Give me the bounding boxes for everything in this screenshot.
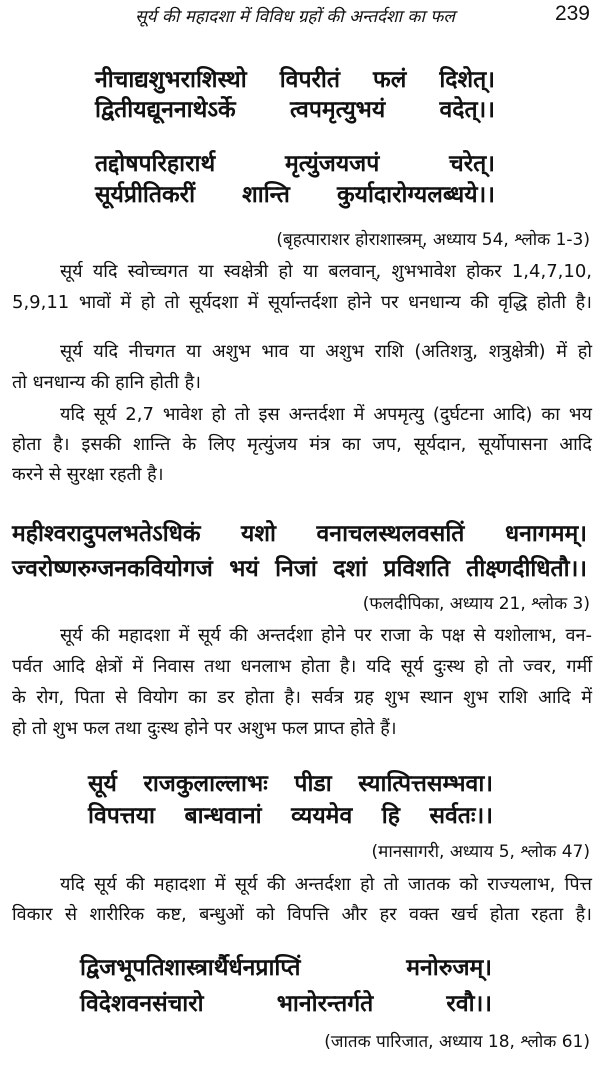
verse-line: द्विजभूपतिशास्त्रार्थैर्धनप्राप्तिं मनोरुजम्।	[80, 955, 492, 981]
paragraph-line: 5,9,11 भावों में हो तो सूर्यदशा में सूर्यान्तर्दशा होने पर धनधान्य की वृद्धि होती है।	[12, 292, 592, 313]
verse-line: तद्दोषपरिहारार्थ मृत्युंजयजपं चरेत्।	[95, 151, 495, 177]
paragraph-line: यदि सूर्य की महादशा में सूर्य की अन्तर्दशा हो तो जातक को राज्यलाभ, पित्त	[60, 874, 592, 895]
running-title: सूर्य की महादशा में विविध ग्रहों की अन्तर्दशा का फल	[135, 7, 455, 27]
paragraph-line: हो तो शुभ फल तथा दुःस्थ होने पर अशुभ फल प्राप्त होते हैं।	[12, 718, 397, 739]
paragraph-line: यदि सूर्य 2,7 भावेश हो तो इस अन्तर्दशा में अपमृत्यु (दुर्घटना आदि) का भय	[60, 404, 592, 425]
verse-line: द्वितीयद्यूननाथेऽर्के त्वपमृत्युभयं वदेत्।।	[95, 97, 495, 123]
paragraph-line: के रोग, पिता से वियोग का डर होता है। सर्वत्र ग्रह शुभ स्थान शुभ राशि आदि में	[12, 687, 592, 708]
verse-line: विदेशवनसंचारो भानोरन्तर्गते रवौ।।	[80, 991, 492, 1017]
paragraph-line: होता है। इसकी शान्ति के लिए मृत्युंजय मंत्र का जप, सूर्यदान, सूर्योपासना आदि	[12, 434, 592, 455]
paragraph-line: सूर्य की महादशा में सूर्य की अन्तर्दशा होने पर राजा के पक्ष से यशोलाभ, वन-	[60, 625, 592, 646]
verse-line: ज्वरोष्णरुग्जनकवियोगजं भयं निजां दशां प्रविशति तीक्ष्णदीधितौ।।	[12, 556, 587, 582]
verse-line: नीचाद्यशुभराशिस्थो विपरीतं फलं दिशेत्।	[95, 67, 495, 93]
paragraph-line: विकार से शारीरिक कष्ट, बन्धुओं को विपत्ति और हर वक्त खर्च होता रहता है।	[12, 904, 592, 925]
citation: (मानसागरी, अध्याय 5, श्लोक 47)	[371, 842, 590, 862]
citation: (बृहत्पाराशर होराशास्त्रम्, अध्याय 54, श्लोक 1-3)	[276, 230, 590, 250]
verse-line: विपत्तया बान्धवानां व्ययमेव हि सर्वतः।।	[88, 803, 493, 829]
paragraph-line: करने से सुरक्षा रहती है।	[12, 464, 164, 485]
citation: (फलदीपिका, अध्याय 21, श्लोक 3)	[362, 594, 590, 614]
verse-line: सूर्यप्रीतिकरीं शान्ति कुर्यादारोग्यलब्धये।।	[95, 182, 495, 208]
verse-line: महीश्वरादुपलभतेऽधिकं यशो वनाचलस्थलवसतिं धनागमम्।	[12, 521, 587, 547]
verse-line: सूर्य राजकुलाल्लाभः पीडा स्यात्पित्तसम्भवा।	[88, 771, 493, 797]
paragraph-line: पर्वत आदि क्षेत्रों में निवास तथा धनलाभ होता है। यदि सूर्य दुःस्थ हो तो ज्वर, गर्मी	[12, 656, 592, 677]
citation: (जातक पारिजात, अध्याय 18, श्लोक 61)	[324, 1032, 590, 1052]
paragraph-line: सूर्य यदि स्वोच्चगत या स्वक्षेत्री हो या बलवान्, शुभभावेश होकर 1,4,7,10,	[60, 261, 592, 282]
paragraph-line: तो धनधान्य की हानि होती है।	[12, 372, 201, 393]
paragraph-line: सूर्य यदि नीचगत या अशुभ भाव या अशुभ राशि (अतिशत्रु, शत्रुक्षेत्री) में हो	[60, 341, 592, 362]
page-number: 239	[554, 2, 590, 25]
